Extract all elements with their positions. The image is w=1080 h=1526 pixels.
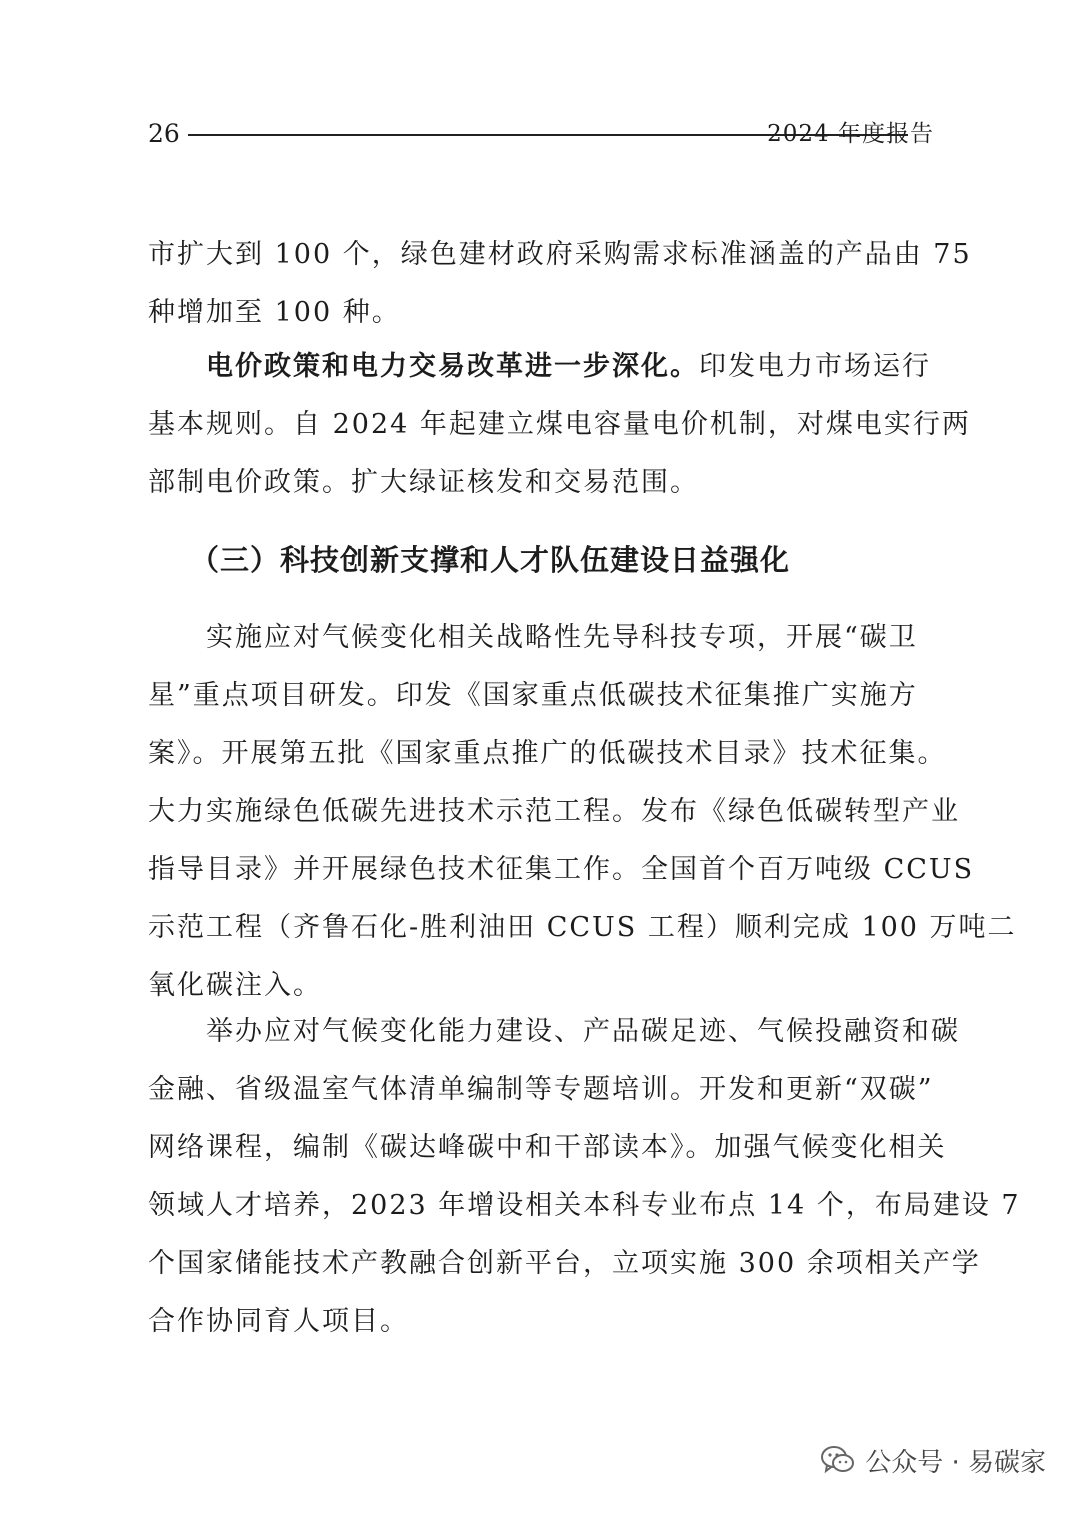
paragraph-4-line: 领域人才培养，2023 年增设相关本科专业布点 14 个，布局建设 7: [148, 1190, 1021, 1221]
paragraph-3-line: 指导目录》并开展绿色技术征集工作。全国首个百万吨级 CCUS: [148, 854, 975, 885]
paragraph-2-line: 基本规则。自 2024 年起建立煤电容量电价机制，对煤电实行两: [148, 409, 971, 440]
paragraph-3: [148, 609, 1017, 1015]
page-number: 26: [148, 119, 180, 148]
paragraph-3-line: 示范工程（齐鲁石化-胜利油田 CCUS 工程）顺利完成 100 万吨二: [148, 912, 1017, 943]
paragraph-1-line: 种增加至 100 种。: [148, 297, 401, 328]
watermark-text: 公众号 · 易碳家: [865, 1447, 1046, 1478]
paragraph-3-line: 星”重点项目研发。印发《国家重点低碳技术征集推广实施方: [148, 680, 918, 711]
paragraph-2-bold-lead: 电价政策和电力交易改革进一步深化。: [206, 351, 699, 382]
paragraph-4-line: 金融、省级温室气体清单编制等专题培训。开发和更新“双碳”: [148, 1074, 934, 1105]
paragraph-2: [148, 338, 971, 512]
paragraph-3-line: 氧化碳注入。: [148, 970, 322, 1001]
paragraph-3-line: 案》。开展第五批《国家重点推广的低碳技术目录》技术征集。: [148, 738, 947, 769]
paragraph-4-line: 个国家储能技术产教融合创新平台，立项实施 300 余项相关产学: [148, 1248, 981, 1279]
report-title: 2024 年度报告: [767, 121, 934, 147]
paragraph-1: [148, 226, 972, 342]
paragraph-4-line: 网络课程，编制《碳达峰碳中和干部读本》。加强气候变化相关: [148, 1132, 947, 1163]
paragraph-2-first-line: [148, 338, 934, 396]
paragraph-2-lead-rest: 印发电力市场运行: [699, 351, 931, 382]
page-header: [148, 118, 934, 150]
paragraph-3-line: 实施应对气候变化相关战略性先导科技专项，开展“碳卫: [206, 622, 918, 653]
paragraph-4-line: 举办应对气候变化能力建设、产品碳足迹、气候投融资和碳: [206, 1016, 960, 1047]
paragraph-4-line: 合作协同育人项目。: [148, 1306, 409, 1337]
paragraph-2-line: 部制电价政策。扩大绿证核发和交易范围。: [148, 467, 699, 498]
watermark: [821, 1440, 1046, 1480]
section-heading: （三）科技创新支撑和人才队伍建设日益强化: [190, 543, 791, 577]
paragraph-1-line: 市扩大到 100 个，绿色建材政府采购需求标准涵盖的产品由 75: [148, 239, 972, 270]
paragraph-4: [148, 1003, 1021, 1351]
wechat-icon: [821, 1445, 855, 1475]
paragraph-3-line: 大力实施绿色低碳先进技术示范工程。发布《绿色低碳转型产业: [148, 796, 960, 827]
